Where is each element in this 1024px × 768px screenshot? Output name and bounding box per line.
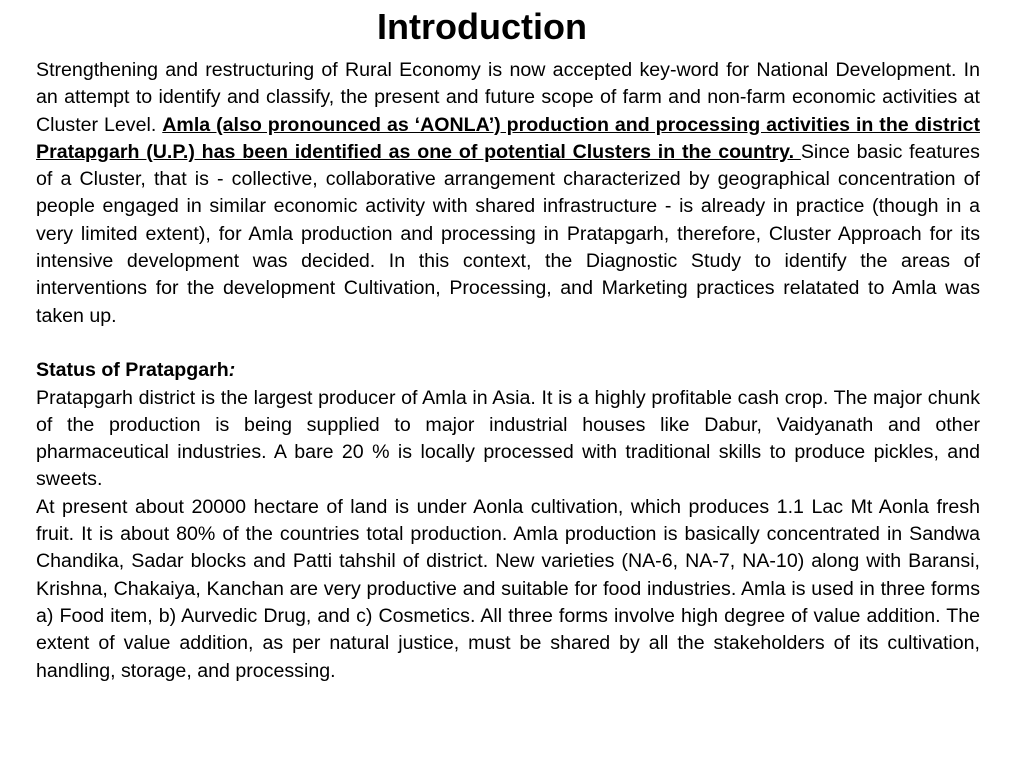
status-heading-colon: : <box>228 359 236 382</box>
intro-text-start: Strengthening and restructuring of Rural Economy is now accepted key-word for National Development. In an attempt to identify and classify, the present and future scope of farm and non-farm economic activities at Cluster Level. <box>36 59 980 136</box>
slide-body <box>36 57 980 685</box>
status-paragraph-2: At present about 20000 hectare of land is under Aonla cultivation, which produces 1.1 Lac Mt Aonla fresh fruit. It is about 80% of the countries total production. Amla production is basically concentrated in Sandwa Chandika, Sadar blocks and Patti tahshil of district. New varieties (NA-6, NA-7, NA-10) along with Baransi, Krishna, Chakaiya, Kanchan are very productive and suitable for food industries. Amla is used in three forms a) Food item, b) Aurvedic Drug, and c) Cosmetics. All three forms involve high degree of value addition. The extent of value addition, as per natural justice, must be shared by all the stakeholders of its cultivation, handling, storage, and processing. <box>36 495 980 682</box>
status-heading <box>36 357 980 384</box>
paragraph-gap <box>36 330 980 357</box>
status-paragraph-1: Pratapgarh district is the largest producer of Amla in Asia. It is a highly profitable cash crop. The major chunk of the production is being supplied to major industrial houses like Dabur, Vaidyanath and other pharmaceutical industries. A bare 20 % is locally processed with traditional skills to produce pickles, and sweets. <box>36 386 980 491</box>
intro-paragraph <box>36 57 980 330</box>
intro-emphasis: Amla (also pronounced as ‘AONLA’) production and processing activities in the district Pratapgarh (U.P.) has been identified as one of potential Clusters in the country. <box>36 113 980 163</box>
intro-text-end: Since basic features of a Cluster, that is - collective, collaborative arrangement characterized by geographical concentration of people engaged in similar economic activity with shared infrastructure - is already in practice (though in a very limited extent), for Amla production and processing in Pratapgarh, therefore, Cluster Approach for its intensive development was decided. In this context, the Diagnostic Study to identify the areas of interventions for the development Cultivation, Processing, and Marketing practices relatated to Amla was taken up. <box>36 140 980 327</box>
slide-title: Introduction <box>377 6 587 47</box>
status-heading-text: Status of Pratapgarh <box>36 359 229 382</box>
